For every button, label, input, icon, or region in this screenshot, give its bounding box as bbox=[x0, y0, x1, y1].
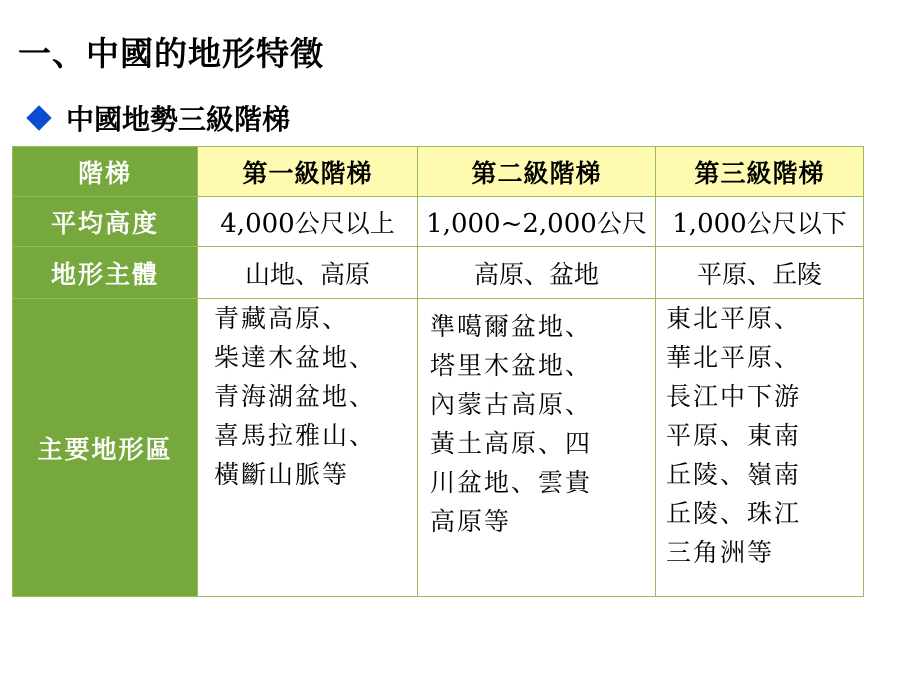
height-cell-step-3 bbox=[656, 197, 864, 247]
landform-cell-step-3: 平原、丘陵 bbox=[656, 247, 864, 299]
page-title: 一、中國的地形特徵 bbox=[18, 34, 324, 73]
region-line: 川盆地、雲貴 bbox=[430, 468, 593, 497]
terrain-steps-table bbox=[12, 146, 864, 597]
region-line: 塔里木盆地、 bbox=[430, 351, 593, 380]
column-header-step-3: 第三級階梯 bbox=[656, 147, 864, 197]
height-value: 1,000 bbox=[672, 208, 747, 239]
regions-cell-step-1 bbox=[198, 299, 418, 597]
region-line: 長江中下游 bbox=[666, 382, 802, 411]
row-header-main-regions: 主要地形區 bbox=[13, 299, 198, 597]
region-line: 東北平原、 bbox=[666, 304, 802, 333]
regions-cell-step-3 bbox=[656, 299, 864, 597]
height-unit: 公尺 bbox=[596, 208, 647, 238]
height-cell-step-1 bbox=[198, 197, 418, 247]
regions-cell-step-2 bbox=[418, 299, 656, 597]
region-line: 丘陵、嶺南 bbox=[666, 460, 802, 489]
region-line: 丘陵、珠江 bbox=[666, 499, 802, 528]
diamond-bullet-icon bbox=[26, 105, 51, 130]
table-row-main-landform bbox=[13, 247, 864, 299]
region-line: 黃土高原、四 bbox=[430, 429, 593, 458]
landform-cell-step-1: 山地、高原 bbox=[198, 247, 418, 299]
region-line: 青藏高原、 bbox=[214, 304, 350, 333]
region-line: 華北平原、 bbox=[666, 343, 802, 372]
height-unit: 公尺以上 bbox=[294, 208, 395, 238]
region-line: 青海湖盆地、 bbox=[214, 382, 377, 411]
landform-cell-step-2: 高原、盆地 bbox=[418, 247, 656, 299]
region-line: 內蒙古高原、 bbox=[430, 390, 593, 419]
region-line: 柴達木盆地、 bbox=[214, 343, 377, 372]
region-line: 橫斷山脈等 bbox=[214, 460, 350, 489]
table-row-average-height bbox=[13, 197, 864, 247]
region-line: 準噶爾盆地、 bbox=[430, 312, 593, 341]
region-line: 三角洲等 bbox=[666, 538, 775, 567]
subtitle-text: 中國地勢三級階梯 bbox=[66, 103, 291, 136]
table-row-main-regions bbox=[13, 299, 864, 597]
height-cell-step-2 bbox=[418, 197, 656, 247]
height-value: 1,000~2,000 bbox=[426, 208, 597, 239]
column-header-step-2: 第二級階梯 bbox=[418, 147, 656, 197]
region-line: 平原、東南 bbox=[666, 421, 802, 450]
height-value: 4,000 bbox=[220, 208, 295, 239]
subtitle-row bbox=[30, 98, 290, 138]
region-line: 高原等 bbox=[430, 507, 512, 536]
corner-header: 階梯 bbox=[13, 147, 198, 197]
column-header-step-1: 第一級階梯 bbox=[198, 147, 418, 197]
row-header-main-landform: 地形主體 bbox=[13, 247, 198, 299]
row-header-average-height: 平均高度 bbox=[13, 197, 198, 247]
table-header-row bbox=[13, 147, 864, 197]
height-unit: 公尺以下 bbox=[746, 208, 847, 238]
region-line: 喜馬拉雅山、 bbox=[214, 421, 377, 450]
